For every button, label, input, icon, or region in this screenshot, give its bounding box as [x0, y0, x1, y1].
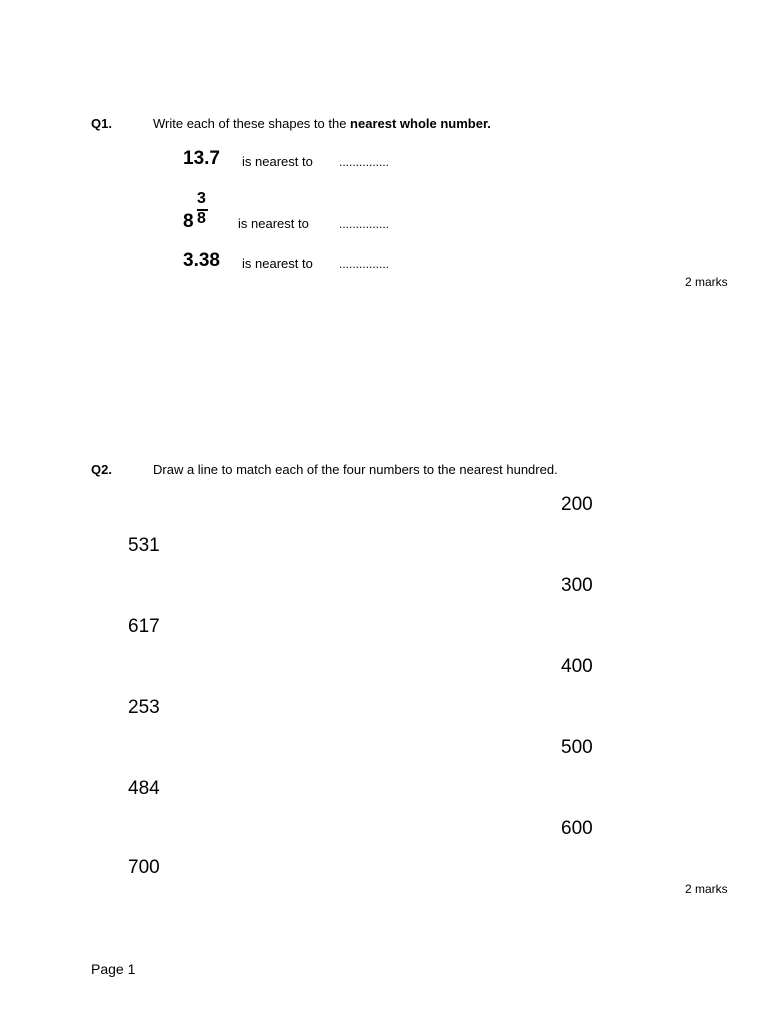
q1-item2-numerator: 3	[197, 190, 206, 207]
q1-item1-value: 13.7	[183, 148, 220, 169]
q2-left-number[interactable]: 484	[128, 778, 160, 799]
q1-number: Q1.	[91, 116, 112, 131]
q1-item1-phrase: is nearest to	[242, 154, 313, 169]
q2-right-number[interactable]: 400	[561, 656, 593, 677]
q2-left-number[interactable]: 700	[128, 857, 160, 878]
q2-marks: 2 marks	[685, 882, 728, 896]
q2-right-number[interactable]: 200	[561, 494, 593, 515]
page-number: Page 1	[91, 961, 136, 977]
q2-left-number[interactable]: 531	[128, 535, 160, 556]
q1-instruction-emphasis: nearest whole number.	[350, 116, 491, 131]
q2-right-number[interactable]: 300	[561, 575, 593, 596]
q2-left-number[interactable]: 253	[128, 697, 160, 718]
q1-item2-phrase: is nearest to	[238, 216, 309, 231]
q2-right-number[interactable]: 600	[561, 818, 593, 839]
q1-item3-value: 3.38	[183, 250, 220, 271]
q2-right-number[interactable]: 500	[561, 737, 593, 758]
q2-number: Q2.	[91, 462, 112, 477]
q1-item3-answer-blank[interactable]: ...............	[339, 257, 390, 271]
q2-instruction: Draw a line to match each of the four numbers to the nearest hundred.	[153, 462, 558, 477]
q1-item3-phrase: is nearest to	[242, 256, 313, 271]
q1-instruction-text: Write each of these shapes to the	[153, 116, 351, 131]
q1-item2-denominator: 8	[197, 210, 206, 227]
q1-item1-answer-blank[interactable]: ...............	[339, 155, 390, 169]
q1-marks: 2 marks	[685, 275, 728, 289]
q1-item2-whole: 8	[183, 211, 194, 232]
q1-instruction	[153, 116, 491, 131]
q1-item2-mixed-number	[182, 190, 212, 232]
q1-item2-answer-blank[interactable]: ...............	[339, 217, 390, 231]
q2-left-number[interactable]: 617	[128, 616, 160, 637]
